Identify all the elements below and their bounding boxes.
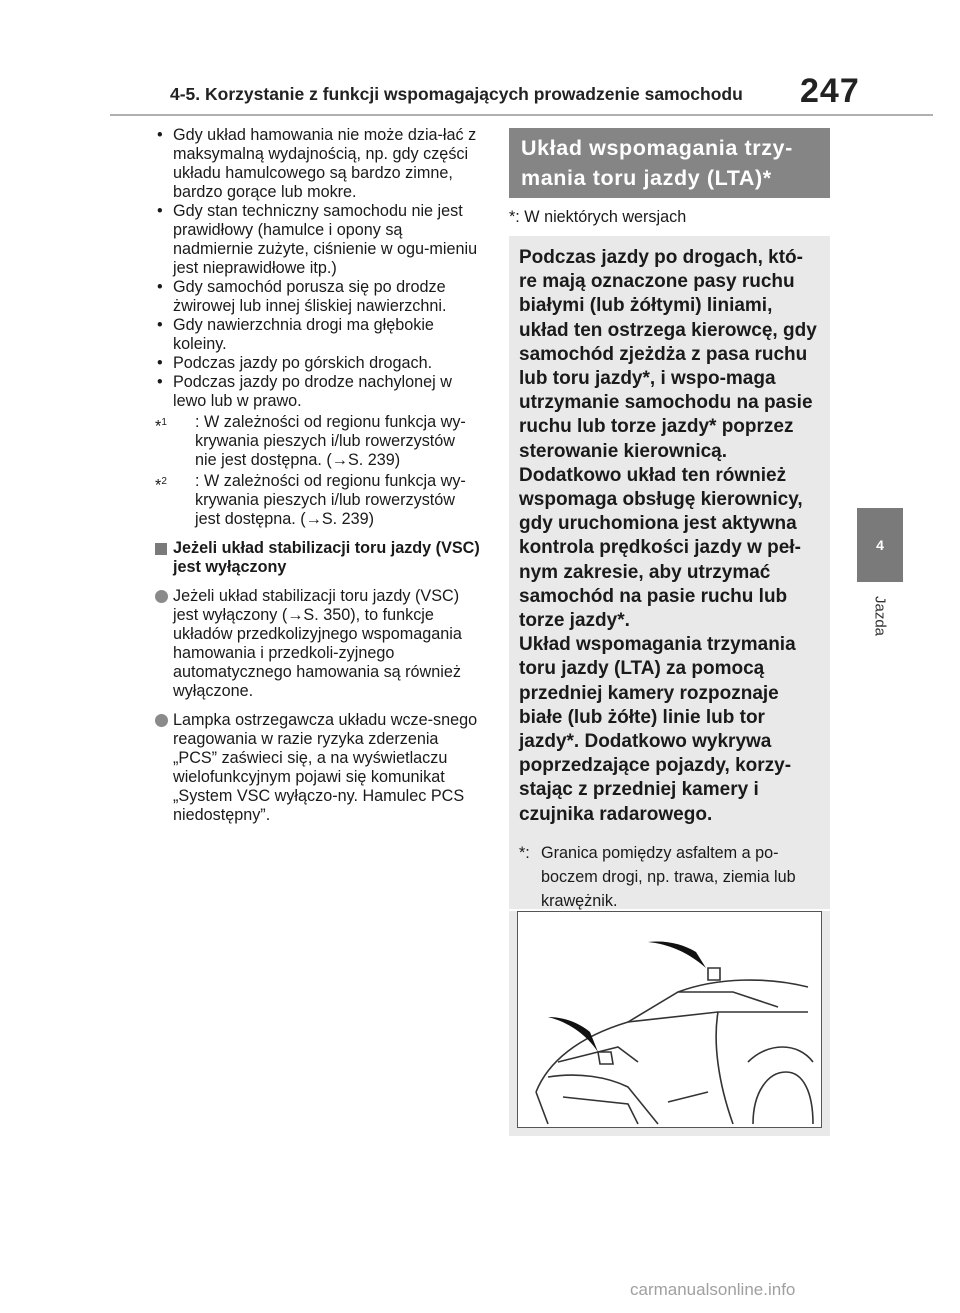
footnote-mark: *$^1$ — [155, 417, 167, 436]
page-number: 247 — [800, 72, 860, 110]
list-item: • Gdy samochód porusza się po drodze żwirowej lub innej śliskiej nawierzchni. — [155, 278, 480, 316]
left-column — [155, 126, 480, 825]
section-title-banner: Układ wspomagania trzy- mania toru jazdy (LTA)* — [509, 128, 830, 198]
square-bullet-icon — [155, 543, 167, 555]
footnote-text: : W zależności od regionu funkcja wy-krywania pieszych i/lub rowerzystów jest dostępna. (→S. 239) — [195, 472, 466, 528]
summary-text: Podczas jazdy po drogach, któ-re mają oznaczone pasy ruchu białymi (lub żółtymi) liniami, układ ten ostrzega kierowcę, gdy samochód zjeżdża z pasa ruchu lub toru jazdy*, i wspo-maga utrzymanie samochodu na pasie ruchu lub torze jazdy* poprzez sterowanie kierownicą. Dodatkowo układ ten również wspomaga obsługę kierownicy, gdy uruchomiona jest aktywna kontrola prędkości jazdy w peł-nym zakresie, aby utrzymać samochód na pasie ruchu lub torze jazdy*. — [519, 247, 817, 632]
car-illustration-icon — [518, 912, 821, 1127]
footnote-1 — [155, 413, 480, 470]
section-heading: Jeżeli układ stabilizacji toru jazdy (VSC) jest wyłączony — [155, 539, 480, 577]
footnote-text: : W zależności od regionu funkcja wy-krywania pieszych i/lub rowerzystów nie jest dostępna. (→S. 239) — [195, 413, 466, 469]
chapter-label: Jazda — [871, 596, 889, 637]
watermark: carmanualsonline.info — [630, 1280, 796, 1299]
header-divider — [110, 114, 933, 116]
list-item: • Podczas jazdy po drodze nachylonej w lewo lub w prawo. — [155, 373, 480, 411]
box-footnote: *: Granica pomiędzy asfaltem a po-boczem drogi, np. trawa, ziemia lub krawężnik. — [519, 843, 796, 910]
summary-text-2: Układ wspomagania trzymania toru jazdy (LTA) za pomocą przedniej kamery rozpoznaje białe (lub żółte) linie lub tor jazdy*. Dodatkowo wykrywa poprzedzające pojazdy, korzy-stając z przedniej kamery i czujnika radarowego. — [519, 634, 796, 825]
list-item: • Gdy układ hamowania nie może dzia-łać z maksymalną wydajnością, np. gdy części układu hamulcowego są bardzo zimne, bardzo gorące lub mokre. — [155, 126, 480, 202]
list-item: • Gdy stan techniczny samochodu nie jest prawidłowy (hamulce i opony są nadmiernie zużyte, ciśnienie w ogu-mieniu jest nieprawidłowe itp.) — [155, 202, 480, 278]
car-camera-radar-illustration — [509, 911, 830, 1136]
version-note: *: W niektórych wersjach — [509, 208, 687, 226]
list-item: • Podczas jazdy po górskich drogach. — [155, 354, 480, 373]
condition-list — [155, 126, 480, 411]
info-paragraph: Jeżeli układ stabilizacji toru jazdy (VSC) jest wyłączony (→S. 350), to funkcje układów przedkolizyjnego wspomagania hamowania i przedkoli-zyjnego automatycznego hamowania są również wyłączone. — [155, 587, 480, 701]
summary-box — [509, 236, 830, 909]
list-item: • Gdy nawierzchnia drogi ma głębokie koleiny. — [155, 316, 480, 354]
page-header-title: 4-5. Korzystanie z funkcji wspomagających prowadzenie samochodu — [170, 84, 743, 104]
chapter-tab[interactable]: 4 — [857, 508, 903, 582]
footnote-mark: *$^2$ — [155, 476, 167, 495]
footnote-2 — [155, 472, 480, 529]
info-paragraph: Lampka ostrzegawcza układu wcze-snego reagowania w razie ryzyka zderzenia „PCS” zaświeci się, a na wyświetlaczu wielofunkcyjnym pojawi się komunikat „System VSC wyłączo-ny. Hamulec PCS niedostępny”. — [155, 711, 480, 825]
circle-bullet-icon — [155, 590, 168, 603]
circle-bullet-icon — [155, 714, 168, 727]
